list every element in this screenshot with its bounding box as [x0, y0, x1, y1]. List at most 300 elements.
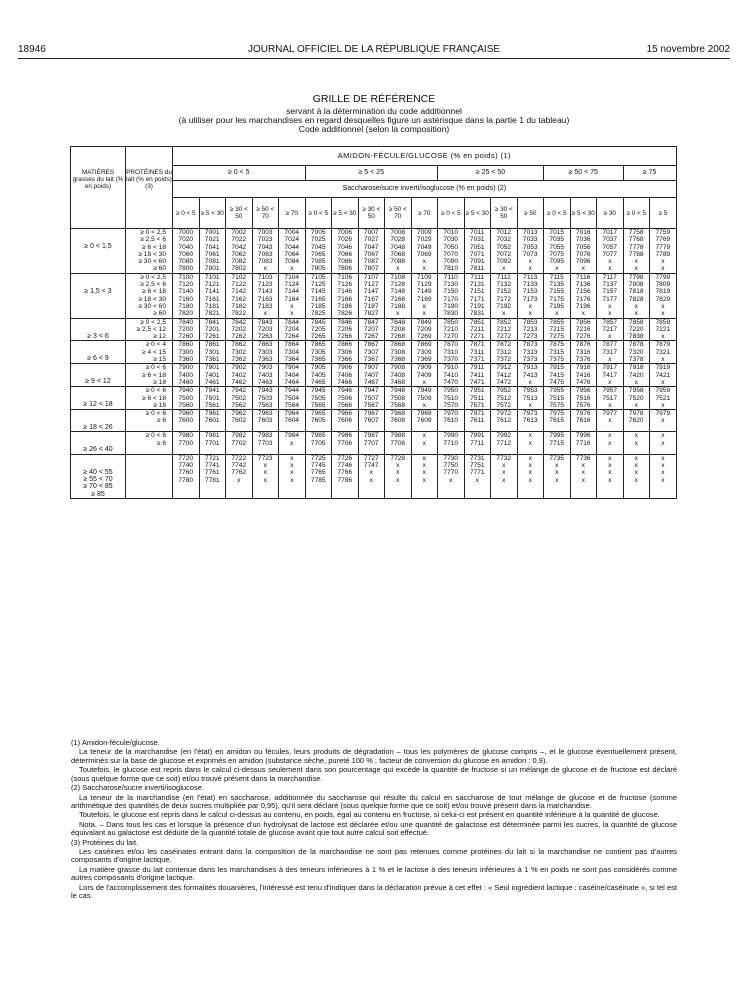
saccharose-range-header: ≥ 0 < 5 [438, 198, 465, 229]
additional-code: 7360 [178, 356, 194, 364]
additional-code: 7141 [204, 288, 220, 296]
subtitle-line-3: Code additionnel (selon la composition) [298, 124, 450, 134]
additional-code: 7871 [469, 341, 485, 349]
additional-code: x [634, 258, 638, 266]
additional-code: 7967 [363, 410, 379, 418]
code-column-cell [623, 432, 650, 454]
footnote-paragraph: (1) Amidon-fécule/glucose. [71, 738, 160, 747]
additional-code: x [634, 432, 638, 440]
code-column-cell [650, 410, 677, 432]
code-column-cell [411, 387, 438, 410]
code-column-cell [173, 364, 200, 387]
saccharose-range-header: ≥ 5 < 30 [464, 198, 491, 229]
additional-code: 7878 [628, 341, 644, 349]
code-column-cell [438, 318, 465, 341]
code-column-cell [491, 387, 518, 410]
proteines-ranges [126, 364, 173, 387]
additional-code: 7505 [310, 394, 326, 402]
proteines-range: ≥ 18 < 30 [138, 250, 166, 258]
additional-code: 7730 [443, 454, 459, 462]
additional-code: 7126 [337, 281, 353, 289]
additional-code: 7221 [655, 325, 671, 333]
additional-code: x [661, 310, 665, 318]
saccharose-range-header: ≥ 70 [411, 198, 438, 229]
additional-code: 7957 [602, 387, 618, 395]
additional-code: 7507 [363, 394, 379, 402]
additional-code: 7844 [284, 318, 300, 326]
additional-code: 7703 [257, 439, 273, 447]
code-column-cell [570, 341, 597, 364]
additional-code: 7611 [470, 417, 485, 425]
code-column-cell [252, 341, 279, 364]
additional-code: 7468 [390, 378, 406, 386]
code-column-cell [199, 387, 226, 410]
additional-code: 7980 [178, 432, 194, 440]
additional-code: 7976 [575, 410, 591, 418]
proteines-ranges [126, 387, 173, 410]
code-column-cell [650, 387, 677, 410]
additional-code: x [661, 432, 665, 440]
additional-code: 7515 [549, 394, 565, 402]
additional-code: 7798 [628, 273, 644, 281]
proteines-range: ≥ 2,5 < 12 [136, 325, 166, 333]
additional-code: 7161 [204, 295, 220, 303]
saccharose-range-header: ≥ 5 < 30 [570, 198, 597, 229]
journal-title: JOURNAL OFFICIEL DE LA RÉPUBLIQUE FRANÇAISE [247, 44, 501, 55]
additional-code: 7268 [390, 333, 406, 341]
additional-code: 7203 [257, 325, 273, 333]
additional-code: 7316 [575, 348, 591, 356]
code-column-cell [358, 273, 385, 318]
proteines-range: ≥ 18 < 30 [138, 295, 166, 303]
code-column-cell [226, 273, 253, 318]
code-column-cell [332, 229, 359, 274]
additional-code: 7958 [628, 387, 644, 395]
additional-code: 7151 [469, 288, 485, 296]
additional-code: 7043 [257, 243, 273, 251]
additional-code: x [528, 401, 532, 409]
additional-code: 7769 [655, 236, 671, 244]
proteines-range: ≥ 6 [156, 439, 166, 447]
additional-code: 7721 [204, 454, 220, 462]
additional-code: x [528, 469, 532, 477]
additional-code: x [634, 454, 638, 462]
code-column-cell [305, 432, 332, 454]
additional-code: 7302 [231, 348, 247, 356]
code-column-cell [173, 341, 200, 364]
additional-code: 7806 [337, 265, 353, 273]
additional-code: 7115 [549, 273, 564, 281]
additional-code: x [422, 432, 426, 440]
additional-code: 7113 [523, 273, 538, 281]
code-column-cell [411, 454, 438, 498]
additional-code: 7464 [284, 378, 300, 386]
code-column-cell [491, 454, 518, 498]
additional-code: 7706 [337, 439, 353, 447]
additional-code: 7373 [522, 356, 538, 364]
footnote-paragraph: Toutefois, le glucose est repris dans le calcul ci-dessus au contenu, en poids, égal au contenu en fructose, si celui-ci est présent en quantité inférieure à la quantité de glucose. [79, 810, 660, 820]
additional-code: 7807 [363, 265, 379, 273]
additional-code: 7563 [257, 401, 273, 409]
code-column-cell [279, 364, 306, 387]
code-column-cell [597, 364, 624, 387]
footnote-paragraph: (2) Saccharose/sucre inverti/isoglucose. [71, 783, 204, 793]
additional-code: x [555, 265, 559, 273]
additional-code: 7366 [337, 356, 353, 364]
additional-code: 7825 [310, 310, 326, 318]
additional-code: 7140 [178, 288, 194, 296]
additional-code: 7160 [178, 295, 194, 303]
code-column-cell [173, 273, 200, 318]
additional-code: 7865 [310, 341, 326, 349]
additional-code: x [608, 356, 612, 364]
additional-code: 7911 [470, 364, 485, 372]
additional-code: 7125 [310, 281, 326, 289]
code-column-cell [279, 387, 306, 410]
proteines-range: ≥ 0 < 2,5 [140, 273, 166, 281]
code-column-cell [650, 364, 677, 387]
additional-code: 7061 [204, 250, 220, 258]
additional-code: 7715 [549, 439, 565, 447]
additional-code: 7904 [284, 364, 300, 372]
code-column-cell [252, 454, 279, 498]
code-column-cell [332, 387, 359, 410]
additional-code: 7272 [496, 333, 512, 341]
matieres-grasses-range: ≥ 26 < 40 [71, 432, 126, 454]
additional-code: 7508 [390, 394, 406, 402]
proteines-range: ≥ 6 < 18 [142, 371, 166, 379]
code-column-cell [332, 364, 359, 387]
additional-code: 7111 [470, 273, 485, 281]
additional-code: 7085 [310, 258, 326, 266]
additional-code: x [608, 462, 612, 470]
additional-code: 7840 [178, 318, 194, 326]
saccharose-range-header: ≥ 5 [650, 198, 677, 229]
additional-code: 7947 [363, 387, 379, 395]
additional-code: 7415 [549, 371, 565, 379]
code-column-cell [252, 229, 279, 274]
additional-code: 7996 [575, 432, 591, 440]
additional-code: 7407 [363, 371, 379, 379]
additional-code: 7168 [390, 295, 406, 303]
code-column-cell [358, 410, 385, 432]
additional-code: 7602 [231, 417, 247, 425]
additional-code: 7789 [655, 250, 671, 258]
additional-code: 7312 [496, 348, 512, 356]
additional-code: 7195 [549, 302, 565, 310]
additional-code: 7032 [496, 236, 512, 244]
additional-code: 7970 [443, 410, 459, 418]
additional-code: 7186 [337, 302, 353, 310]
additional-code: 7011 [470, 229, 485, 236]
additional-code: 7987 [363, 432, 379, 440]
code-column-cell [411, 341, 438, 364]
code-column-cell [517, 341, 544, 364]
additional-code: 7978 [628, 410, 644, 418]
footnote-paragraph: Toutefois, le glucose est repris dans le calcul ci-dessus seulement dans son pourcentage qui excède la quantité de fructose si un mélange de glucose et de fructose est déclaré (sous quelque forme que ce soit) et/ou trouvé présent dans la marchandise. [71, 765, 677, 783]
proteines-range: ≥ 15 [153, 356, 166, 364]
additional-code: 7215 [549, 325, 565, 333]
additional-code: 7509 [416, 394, 432, 402]
additional-code: 7870 [443, 341, 459, 349]
additional-code: 7948 [390, 387, 406, 395]
additional-code: 7977 [602, 410, 618, 418]
additional-code: 7077 [602, 250, 618, 258]
footnotes [71, 739, 677, 901]
additional-code: 7196 [575, 302, 591, 310]
saccharose-range-header: ≥ 30 [597, 198, 624, 229]
code-column-cell [623, 229, 650, 274]
document-title: GRILLE DE RÉFÉRENCE [312, 93, 436, 105]
additional-code: 7088 [390, 258, 406, 266]
additional-code: x [661, 469, 665, 477]
additional-code: 7907 [363, 364, 379, 372]
code-column-cell [491, 432, 518, 454]
proteines-range: ≥ 0 < 2,5 [140, 229, 166, 236]
additional-code: 7102 [231, 273, 247, 281]
additional-code: 7995 [549, 432, 565, 440]
additional-code: 7603 [257, 417, 273, 425]
additional-code: 7188 [390, 302, 406, 310]
additional-code: 7037 [602, 236, 618, 244]
additional-code: 7162 [231, 295, 247, 303]
additional-code: 7608 [390, 417, 406, 425]
code-column-cell [411, 229, 438, 274]
additional-code: x [661, 401, 665, 409]
additional-code: 7604 [284, 417, 300, 425]
additional-code: 7620 [628, 417, 644, 425]
additional-code: 7778 [628, 243, 644, 251]
additional-code: 7060 [178, 250, 194, 258]
additional-code: 7827 [363, 310, 379, 318]
additional-code: 7732 [496, 454, 512, 462]
code-column-cell [491, 341, 518, 364]
additional-code: 7320 [628, 348, 644, 356]
code-column-cell [252, 364, 279, 387]
saccharose-range-header: ≥ 5 < 30 [332, 198, 359, 229]
additional-code: x [661, 439, 665, 447]
additional-code: 7465 [310, 378, 326, 386]
additional-code: 7735 [549, 454, 565, 462]
saccharose-range-header: ≥ 30 < 50 [491, 198, 518, 229]
additional-code: 7131 [469, 281, 485, 289]
additional-code: 7306 [337, 348, 353, 356]
additional-code: 7213 [522, 325, 538, 333]
additional-code: 7166 [337, 295, 353, 303]
additional-code: 7741 [204, 462, 220, 470]
additional-code: x [634, 469, 638, 477]
additional-code: 7949 [416, 387, 432, 395]
additional-code: 7220 [628, 325, 644, 333]
additional-code: x [634, 401, 638, 409]
code-column-cell [226, 341, 253, 364]
additional-code: x [608, 378, 612, 386]
code-column-cell [650, 341, 677, 364]
additional-code: 7006 [337, 229, 353, 236]
proteines-ranges [126, 229, 173, 274]
additional-code: 7136 [575, 281, 591, 289]
additional-code: 7875 [549, 341, 565, 349]
code-column-cell [623, 364, 650, 387]
additional-code: x [661, 462, 665, 470]
additional-code: x [608, 439, 612, 447]
additional-code: 7047 [363, 243, 379, 251]
additional-code: x [661, 265, 665, 273]
additional-code: 7576 [575, 401, 591, 409]
additional-code: 7872 [496, 341, 512, 349]
matieres-grasses-range: ≥ 9 < 12 [71, 364, 126, 387]
additional-code: 7309 [416, 348, 432, 356]
additional-code: 7002 [231, 229, 247, 236]
footnote-paragraph: (3) Protéines du lait. [71, 837, 139, 847]
additional-code: 7147 [363, 288, 379, 296]
additional-code: 7726 [337, 454, 353, 462]
code-column-cell [650, 454, 677, 498]
additional-code: 7867 [363, 341, 379, 349]
additional-code: 7148 [390, 288, 406, 296]
code-column-cell [650, 432, 677, 454]
code-column-cell [305, 454, 332, 498]
additional-code: x [396, 476, 400, 484]
additional-code: x [661, 378, 665, 386]
additional-code: 7177 [602, 295, 618, 303]
saccharose-range-header: ≥ 50 [517, 198, 544, 229]
additional-code: 7567 [363, 401, 379, 409]
additional-code: 7502 [231, 394, 247, 402]
additional-code: 7042 [231, 243, 247, 251]
proteines-range: ≥ 4 < 15 [142, 348, 166, 356]
code-column-cell [597, 273, 624, 318]
code-column-cell [385, 454, 412, 498]
additional-code: 7961 [204, 410, 220, 418]
additional-code: 7461 [204, 378, 220, 386]
additional-code: 7902 [231, 364, 247, 372]
additional-code: 7971 [469, 410, 485, 418]
code-column-cell [305, 318, 332, 341]
additional-code: 7015 [549, 229, 565, 236]
code-column-cell [623, 273, 650, 318]
additional-code: x [422, 469, 426, 477]
additional-code: x [502, 469, 506, 477]
additional-code: 7912 [496, 364, 512, 372]
additional-code: x [634, 439, 638, 447]
code-column-cell [464, 341, 491, 364]
additional-code: 7831 [469, 310, 485, 318]
code-column-cell [464, 410, 491, 432]
additional-code: 7720 [178, 454, 194, 462]
additional-code: x [263, 310, 267, 318]
page-header [18, 44, 730, 58]
additional-code: 7768 [628, 236, 644, 244]
additional-code: 7951 [469, 387, 485, 395]
additional-code: 7069 [416, 250, 432, 258]
additional-code: 7209 [416, 325, 432, 333]
proteines-range: ≥ 18 [153, 378, 166, 386]
additional-code: 7404 [284, 371, 300, 379]
additional-code: x [290, 265, 294, 273]
code-column-cell [491, 229, 518, 274]
additional-code: 7124 [284, 281, 300, 289]
code-column-cell [385, 318, 412, 341]
subtitle-line-2: (à utiliser pour les marchandises en regard desquelles figure un astérisque dans la partie 1 du tableau) [178, 115, 570, 125]
additional-code: 7370 [443, 356, 459, 364]
additional-code: 7985 [310, 432, 326, 440]
amidon-range-header: ≥ 25 < 50 [438, 166, 544, 181]
additional-code: 7781 [204, 476, 220, 484]
additional-code: 7818 [628, 288, 644, 296]
additional-code: 7100 [178, 273, 194, 281]
additional-code: 7945 [310, 387, 326, 395]
amidon-range-header: ≥ 0 < 5 [173, 166, 306, 181]
additional-code: 7208 [390, 325, 406, 333]
additional-code: 7727 [363, 454, 379, 462]
additional-code: 7766 [337, 469, 353, 477]
matieres-grasses-range: ≥ 1,5 < 3 [71, 273, 126, 318]
additional-code: 7742 [231, 462, 247, 470]
code-column-cell [464, 273, 491, 318]
additional-code: 7758 [628, 229, 644, 236]
additional-code: 7876 [575, 341, 591, 349]
additional-code: 7746 [337, 462, 353, 470]
additional-code: 7517 [602, 394, 618, 402]
additional-code: 7992 [496, 432, 512, 440]
additional-code: 7606 [337, 417, 353, 425]
additional-code: x [634, 462, 638, 470]
additional-code: 7612 [496, 417, 512, 425]
additional-code: 7024 [284, 236, 300, 244]
additional-code: 7856 [575, 318, 591, 326]
code-column-cell [570, 432, 597, 454]
matieres-grasses-range: ≥ 3 < 6 [71, 318, 126, 341]
saccharose-range-header: ≥ 0 < 5 [173, 198, 200, 229]
additional-code: x [581, 310, 585, 318]
additional-code: x [634, 378, 638, 386]
footnote-paragraph: La matière grasse du lait contenue dans les marchandises à des teneurs inférieures à 1 % et le lactose à des teneurs inférieures à 1 % en poids ne sont pas considérés comme autres composants d'origine lactique. [71, 864, 677, 883]
code-column-cell [517, 318, 544, 341]
additional-code: x [661, 356, 665, 364]
additional-code: 7163 [257, 295, 273, 303]
additional-code: 7460 [178, 378, 194, 386]
additional-code: 7004 [284, 229, 300, 236]
additional-code: 7901 [204, 364, 220, 372]
additional-code: 7150 [443, 288, 459, 296]
code-column-cell [332, 410, 359, 432]
additional-code: 7903 [257, 364, 273, 372]
code-column-cell [411, 410, 438, 432]
code-column-cell [517, 410, 544, 432]
code-column-cell [305, 364, 332, 387]
additional-code: 7190 [443, 302, 459, 310]
additional-code: 7511 [470, 394, 485, 402]
proteines-range: ≥ 2,5 < 6 [140, 281, 166, 289]
code-column-cell [438, 432, 465, 454]
code-column-cell [491, 318, 518, 341]
additional-code: 7762 [231, 469, 247, 477]
additional-code: 7408 [390, 371, 406, 379]
code-column-cell [226, 454, 253, 498]
code-column-cell [358, 387, 385, 410]
additional-code: 7510 [443, 394, 459, 402]
footnote-paragraph: La teneur de la marchandise (en l'état) en amidon ou fécules, leurs produits de dégradation – tous les polymères de glucose compris –, et le glucose éventuellement présent, déterminés sur la base de glucose et exprimés en amidon (substance sèche, pureté 100 % ; facteur de conversion du glucose en amidon : 0,9). [71, 747, 677, 765]
additional-code: x [661, 454, 665, 462]
additional-code: 7260 [178, 333, 194, 341]
additional-code: 7770 [443, 469, 459, 477]
additional-code: 7412 [496, 371, 512, 379]
additional-code: 7601 [204, 417, 220, 425]
additional-code: x [634, 310, 638, 318]
subtitle-line-1: servant à la détermination du code additionnel [286, 106, 462, 116]
additional-code: 7262 [231, 333, 247, 341]
